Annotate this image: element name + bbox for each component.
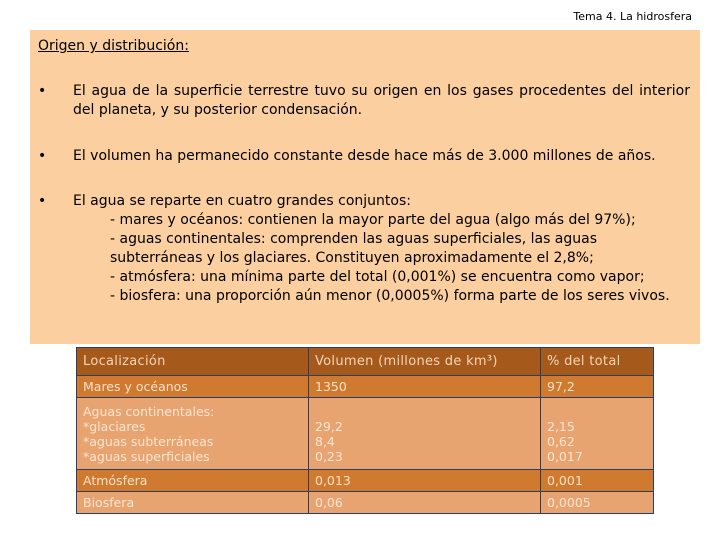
origin-panel (30, 30, 700, 344)
cell-line: *aguas superficiales (83, 448, 210, 464)
volume-cell (309, 376, 541, 398)
sub-item-continental: - aguas continentales: comprenden las aguas superficiales, las aguas subterráneas y los glaciares. Constituyen aproximadamente el 2,8%; (110, 231, 598, 266)
distribution-table-wrap (76, 347, 653, 540)
bullet-icon: • (38, 83, 47, 99)
bullet-icon: • (38, 148, 47, 164)
cell-line: 8,4 (315, 433, 335, 449)
percent-cell (541, 398, 654, 470)
cell-spacer (547, 404, 647, 419)
column-header-location: Localización (77, 348, 309, 376)
section-title: Origen y distribución: (38, 38, 189, 54)
cell-line: Atmósfera (83, 473, 148, 488)
percent-cell (541, 376, 654, 398)
cell-line: 2,15 (547, 418, 575, 434)
sub-item-oceans: - mares y océanos: contienen la mayor parte del agua (algo más del 97%); (110, 212, 636, 228)
location-cell (77, 470, 309, 492)
cell-line: 0,013 (315, 473, 351, 488)
distribution-table (76, 347, 654, 514)
bullet-icon: • (38, 193, 47, 209)
table-header-row (77, 348, 654, 376)
bullet-body (73, 192, 690, 306)
location-cell (77, 492, 309, 514)
cell-line: 0,06 (315, 495, 343, 510)
table-row (77, 376, 654, 398)
cell-line: 29,2 (315, 418, 343, 434)
cell-line: Mares y océanos (83, 379, 188, 394)
percent-cell (541, 492, 654, 514)
cell-line: 0,017 (547, 448, 583, 464)
table-row (77, 492, 654, 514)
cell-line: Aguas continentales: (83, 403, 215, 419)
bullet-text: El agua se reparte en cuatro grandes conjuntos: (73, 193, 411, 209)
column-header-volume: Volumen (millones de km³) (309, 348, 541, 376)
volume-cell (309, 492, 541, 514)
percent-cell (541, 470, 654, 492)
sub-item-biosphere: - biosfera: una proporción aún menor (0,0005%) forma parte de los seres vivos. (110, 288, 670, 304)
table-row (77, 470, 654, 492)
location-cell (77, 376, 309, 398)
distribution-list (73, 211, 690, 306)
cell-line: 97,2 (547, 379, 575, 394)
bullet-text: El volumen ha permanecido constante desde hace más de 3.000 millones de años. (73, 148, 656, 164)
cell-line: 0,0005 (547, 495, 591, 510)
cell-line: *glaciares (83, 418, 146, 434)
bullet-text: El agua de la superficie terrestre tuvo su origen en los gases procedentes del interior del planeta, y su posterior condensación. (73, 83, 690, 118)
cell-line: 0,23 (315, 448, 343, 464)
volume-cell (309, 398, 541, 470)
column-header-percent: % del total (541, 348, 654, 376)
table-row (77, 398, 654, 470)
sub-item-atmosphere: - atmósfera: una mínima parte del total (0,001%) se encuentra como vapor; (110, 269, 645, 285)
cell-spacer (315, 404, 534, 419)
cell-line: 0,62 (547, 433, 575, 449)
cell-line: *aguas subterráneas (83, 433, 214, 449)
cell-line: Biosfera (83, 495, 135, 510)
volume-cell (309, 470, 541, 492)
location-cell (77, 398, 309, 470)
cell-line: 1350 (315, 379, 347, 394)
cell-line: 0,001 (547, 473, 583, 488)
page-header: Tema 4. La hidrosfera (573, 10, 692, 23)
